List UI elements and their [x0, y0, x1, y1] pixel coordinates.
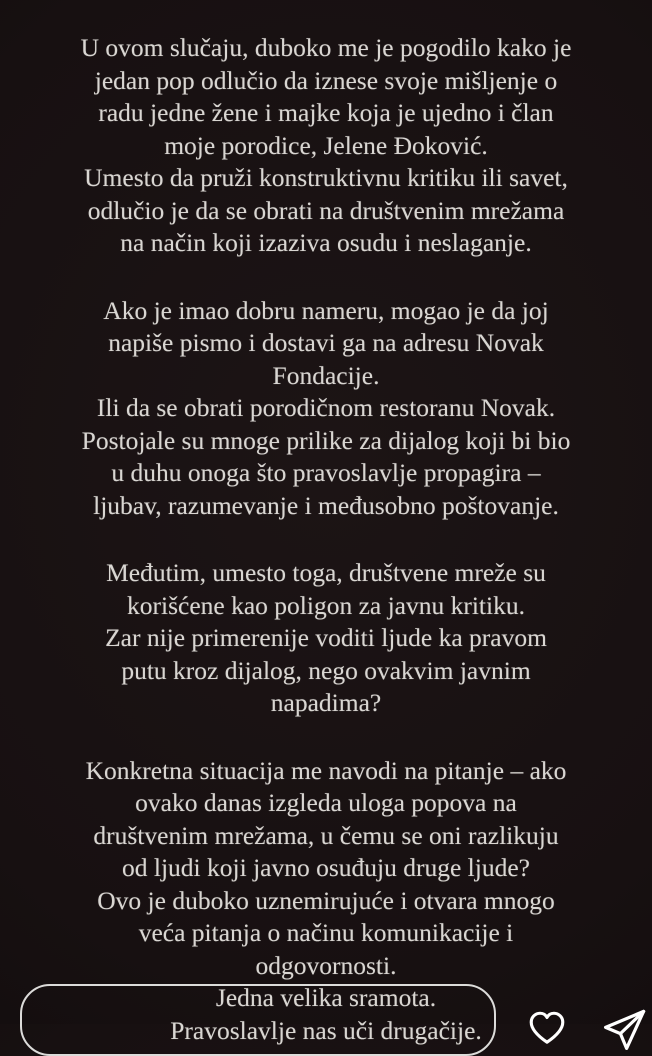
story-text-line: Umesto da pruži konstruktivnu kritiku ili savet, [84, 163, 568, 192]
story-text-line: Ovo je duboko uznemirujuće i otvara mnogo [97, 885, 555, 915]
story-text-line: Ili da se obrati porodičnom restoranu Novak. [96, 393, 556, 422]
story-text-line: jedan pop odlučio da iznese svoje mišljenje o [94, 65, 558, 95]
story-text-line: napiše pismo i dostavi ga na adresu Novak [108, 328, 544, 357]
paper-plane-icon [600, 1007, 648, 1055]
story-text-line: odlučio je da se obrati na društvenim mrežama [87, 195, 565, 225]
story-text-line: odgovornosti. [255, 950, 397, 980]
story-text-line: društvenim mrežama, u čemu se oni razlikuju [93, 820, 559, 850]
story-text-line: napadima? [270, 688, 382, 717]
story-text-gap [0, 260, 652, 295]
story-text-line: Fondacije. [272, 360, 380, 390]
story-text [0, 32, 652, 1047]
story-text-line: od ljudi koji javno osuđuju druge ljude? [122, 853, 530, 882]
story-text-line: Zar nije primerenije voditi ljude ka pravom [105, 623, 547, 652]
story-text-line: na način koji izaziva osudu i neslaganje. [120, 228, 532, 257]
story-text-line: ovako danas izgleda uloga popova na [135, 788, 517, 817]
story-text-line: veća pitanja o načinu komunikacije i [138, 918, 514, 947]
story-text-line: Pravoslavlje nas uči drugačije. [170, 1015, 482, 1045]
share-button[interactable] [600, 1007, 648, 1055]
story-text-line: Konkretna situacija me navodi na pitanje – ako [85, 755, 567, 785]
story-text-gap [0, 720, 652, 755]
story-text-line: moje porodice, Jelene Đoković. [164, 130, 488, 160]
story-text-line: Postojale su mnoge prilike za dijalog koji bi bio [81, 425, 571, 455]
story-text-line: korišćene kao poligon za javnu kritiku. [127, 590, 525, 620]
story-text-line: U ovom slučaju, duboko me je pogodilo kako je [80, 33, 572, 62]
story-text-line: putu kroz dijalog, nego ovakvim javnim [121, 655, 531, 685]
story-text-gap [0, 522, 652, 557]
story-text-line: Međutim, umesto toga, društvene mreže su [106, 558, 546, 587]
story-text-line: u duhu onoga što pravoslavlje propagira – [111, 458, 541, 487]
story-text-line: ljubav, razumevanje i međusobno poštovanje. [93, 490, 559, 520]
heart-icon [525, 1005, 569, 1049]
story-text-line: radu jedne žene i majke koja je ujedno i član [98, 98, 554, 127]
like-button[interactable] [525, 1005, 569, 1049]
story-text-line: Jedna velika sramota. [215, 983, 437, 1012]
story-text-line: Ako je imao dobru nameru, mogao je da joj [103, 295, 549, 325]
